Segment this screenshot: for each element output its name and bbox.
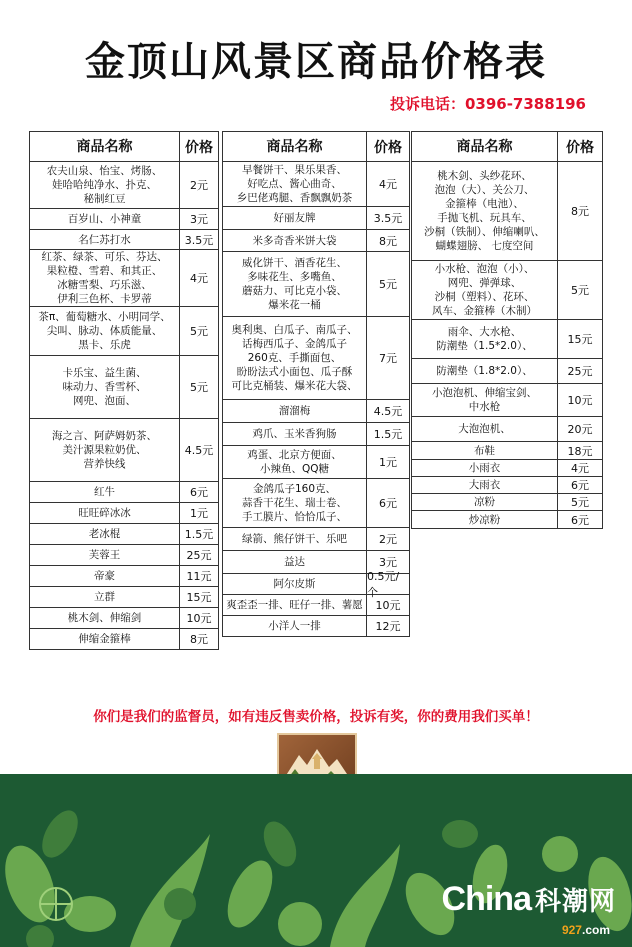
- table-header-row: [30, 132, 218, 162]
- table-row: [30, 608, 218, 629]
- table-row: [30, 356, 218, 419]
- item-name: 红牛: [30, 482, 180, 502]
- watermark-logo: [442, 880, 616, 919]
- item-name: 帝豪: [30, 566, 180, 586]
- item-name: 大雨衣: [412, 477, 558, 493]
- item-name: 名仁苏打水: [30, 230, 180, 249]
- table-row: [30, 629, 218, 649]
- table-row: [30, 419, 218, 482]
- table-row: [412, 477, 602, 494]
- footer-banner: [0, 774, 632, 947]
- watermark-url: [562, 923, 610, 937]
- page-title: 金顶山风景区商品价格表: [85, 39, 547, 85]
- item-name: 立群: [30, 587, 180, 607]
- table-row: [223, 570, 409, 599]
- item-price: 6元: [190, 486, 208, 499]
- item-price: 1.5元: [184, 528, 214, 541]
- item-price: 10元: [375, 599, 401, 612]
- item-name: 益达: [223, 551, 367, 573]
- complaint-hotline: 投诉电话：0396-7388196: [389, 95, 586, 113]
- table-row: [412, 442, 602, 460]
- item-price: 15元: [186, 591, 212, 604]
- item-name: 防潮垫（1.8*2.0）、: [412, 359, 558, 383]
- column-header-name: 商品名称: [30, 132, 180, 161]
- column-header-name: 商品名称: [223, 132, 367, 161]
- item-price: 3.5元: [184, 233, 214, 247]
- item-price: 12元: [375, 620, 401, 633]
- price-table-1: [29, 131, 219, 650]
- item-name: 炒凉粉: [412, 511, 558, 528]
- item-price: 11元: [186, 570, 212, 583]
- table-row: [30, 587, 218, 608]
- item-name: 小泡泡机、伸缩宝剑、 中水枪: [412, 384, 558, 416]
- item-name: 布鞋: [412, 442, 558, 459]
- item-name: 好丽友牌: [223, 207, 367, 229]
- table-row: [30, 162, 218, 209]
- table-row: [412, 460, 602, 477]
- item-name: 小雨衣: [412, 460, 558, 476]
- item-price: 5元: [379, 278, 397, 291]
- item-price: 15元: [567, 333, 593, 346]
- item-name: 老冰棍: [30, 524, 180, 544]
- table-row: [30, 307, 218, 356]
- item-price: 1元: [379, 456, 397, 469]
- item-name: 阿尔皮斯: [223, 574, 367, 594]
- item-name: 桃木剑、伸缩剑: [30, 608, 180, 628]
- item-price: 10元: [567, 394, 593, 407]
- supervision-slogan: 你们是我们的监督员，如有违反售卖价格，投诉有奖，你的费用我们买单！: [93, 709, 539, 725]
- item-name: 金鸽瓜子160克、 蒜香干花生、瑞士卷、 手工膜片、恰恰瓜子、: [223, 479, 367, 527]
- table-header-row: [223, 132, 409, 162]
- table-row: [223, 616, 409, 636]
- table-row: [30, 209, 218, 230]
- item-name: 茶π、葡萄糖水、小明同学、 尖叫、脉动、体质能量、 黑卡、乐虎: [30, 307, 180, 355]
- item-name: 绿箭、熊仔饼干、乐吧: [223, 528, 367, 550]
- column-header-price: 价格: [566, 139, 594, 156]
- item-price: 6元: [571, 479, 589, 492]
- item-name: 小水枪、泡泡（小）、 网兜、弹弹球、 沙桐（塑料）、花环、 风车、金箍棒（木制）: [412, 261, 558, 319]
- item-name: 鸡蛋、北京方便面、 小辣鱼、QQ糖: [223, 446, 367, 478]
- item-price: 7元: [379, 352, 397, 365]
- table-row: [412, 384, 602, 417]
- table-row: [223, 230, 409, 252]
- item-price: 3.5元: [373, 212, 403, 225]
- table-row: [30, 503, 218, 524]
- item-name: 鸡爪、玉米香狗肠: [223, 423, 367, 445]
- item-name: 伸缩金箍棒: [30, 629, 180, 649]
- column-header-price: 价格: [185, 139, 213, 156]
- table-row: [30, 250, 218, 307]
- table-row: [223, 252, 409, 317]
- item-price: 8元: [379, 234, 397, 248]
- item-price: 6元: [571, 513, 589, 527]
- table-row: [223, 479, 409, 528]
- item-price: 5元: [190, 381, 208, 394]
- watermark-url-number: 927: [561, 923, 582, 937]
- item-name: 凉粉: [412, 494, 558, 510]
- item-price: 3元: [379, 556, 397, 569]
- table-header-row: [412, 132, 602, 162]
- table-row: [412, 162, 602, 261]
- item-price: 4.5元: [184, 444, 214, 457]
- watermark-cn: 科潮网: [534, 886, 616, 916]
- item-price: 0.5元/个: [367, 570, 400, 599]
- table-row: [30, 566, 218, 587]
- item-price: 8元: [571, 205, 589, 218]
- item-name: 雨伞、大水枪、 防潮垫（1.5*2.0）、: [412, 320, 558, 358]
- item-name: 米多奇香米饼大袋: [223, 230, 367, 251]
- table-row: [223, 446, 409, 479]
- item-price: 1.5元: [373, 428, 403, 441]
- item-price: 4.5元: [373, 405, 403, 418]
- table-row: [412, 261, 602, 320]
- item-price: 2元: [190, 179, 208, 192]
- table-row: [223, 423, 409, 446]
- item-name: 红茶、绿茶、可乐、芬达、 果粒橙、雪碧、和其正、 冰糖雪梨、巧乐滋、 伊利三色杯、卡罗蒂: [30, 250, 180, 306]
- item-name: 农夫山泉、怡宝、烤肠、 娃哈哈纯净水、扑克、 秘制红豆: [30, 162, 180, 208]
- table-row: [412, 511, 602, 528]
- item-name: 海之言、阿萨姆奶茶、 美汁源果粒奶优、 营养快线: [30, 419, 180, 481]
- item-name: 芙蓉王: [30, 545, 180, 565]
- item-price: 4元: [190, 272, 208, 285]
- table-row: [223, 595, 409, 616]
- column-header-price: 价格: [374, 139, 402, 156]
- item-price: 5元: [571, 284, 589, 297]
- item-name: 威化饼干、酒香花生、 多味花生、多嘴鱼、 蘑菇力、可比克小袋、 爆米花一桶: [223, 252, 367, 316]
- item-price: 5元: [571, 496, 589, 509]
- item-price: 5元: [190, 325, 208, 338]
- item-name: 奥利奥、白瓜子、南瓜子、 话梅西瓜子、金鸽瓜子 260克、手撕面包、 盼盼法式小面包、瓜子酥 可比克桶装、爆米花大袋、: [223, 317, 367, 399]
- table-row: [223, 528, 409, 551]
- table-row: [412, 417, 602, 442]
- table-row: [223, 162, 409, 207]
- item-name: 旺旺碎冰冰: [30, 503, 180, 523]
- table-row: [412, 494, 602, 511]
- table-row: [223, 207, 409, 230]
- item-name: 早餐饼干、果乐果香、 好吃点、酱心曲奇、 乡巴佬鸡腿、香飘飘奶茶: [223, 162, 367, 206]
- item-price: 2元: [379, 533, 397, 546]
- item-price: 8元: [190, 633, 208, 646]
- column-header-name: 商品名称: [412, 132, 558, 161]
- item-name: 爽歪歪一排、旺仔一排、薯愿: [223, 595, 367, 615]
- item-price: 1元: [190, 507, 208, 520]
- table-row: [223, 400, 409, 423]
- table-row: [30, 545, 218, 566]
- table-row: [223, 317, 409, 400]
- watermark-url-tld: .com: [581, 923, 610, 937]
- watermark-latin: China: [441, 880, 531, 918]
- table-row: [412, 320, 602, 359]
- item-price: 25元: [186, 549, 212, 562]
- table-row: [412, 359, 602, 384]
- item-price: 10元: [186, 612, 212, 625]
- leaf-pattern-decoration: [0, 774, 632, 947]
- item-price: 4元: [571, 462, 589, 475]
- item-price: 6元: [379, 497, 397, 510]
- item-price: 18元: [567, 444, 593, 458]
- price-table-3: [411, 131, 603, 529]
- table-row: [30, 482, 218, 503]
- item-name: 桃木剑、头纱花环、 泡泡（大）、关公刀、 金箍棒（电池）、 手抛飞机、玩具车、 沙桐（铁制）、伸缩喇叭、 蝴蝶翅膀、 七度空间: [412, 162, 558, 260]
- item-name: 百岁山、小神童: [30, 209, 180, 229]
- table-row: [30, 230, 218, 250]
- item-name: 溜溜梅: [223, 400, 367, 422]
- item-name: 小洋人一排: [223, 616, 367, 636]
- price-table-2: [222, 131, 410, 637]
- item-name: 卡乐宝、益生菌、 味动力、香雪杯、 网兜、泡面、: [30, 356, 180, 418]
- item-price: 4元: [379, 178, 397, 191]
- item-price: 3元: [190, 213, 208, 226]
- table-row: [30, 524, 218, 545]
- item-price: 20元: [567, 423, 593, 436]
- item-price: 25元: [567, 365, 593, 378]
- item-name: 大泡泡机、: [412, 417, 558, 441]
